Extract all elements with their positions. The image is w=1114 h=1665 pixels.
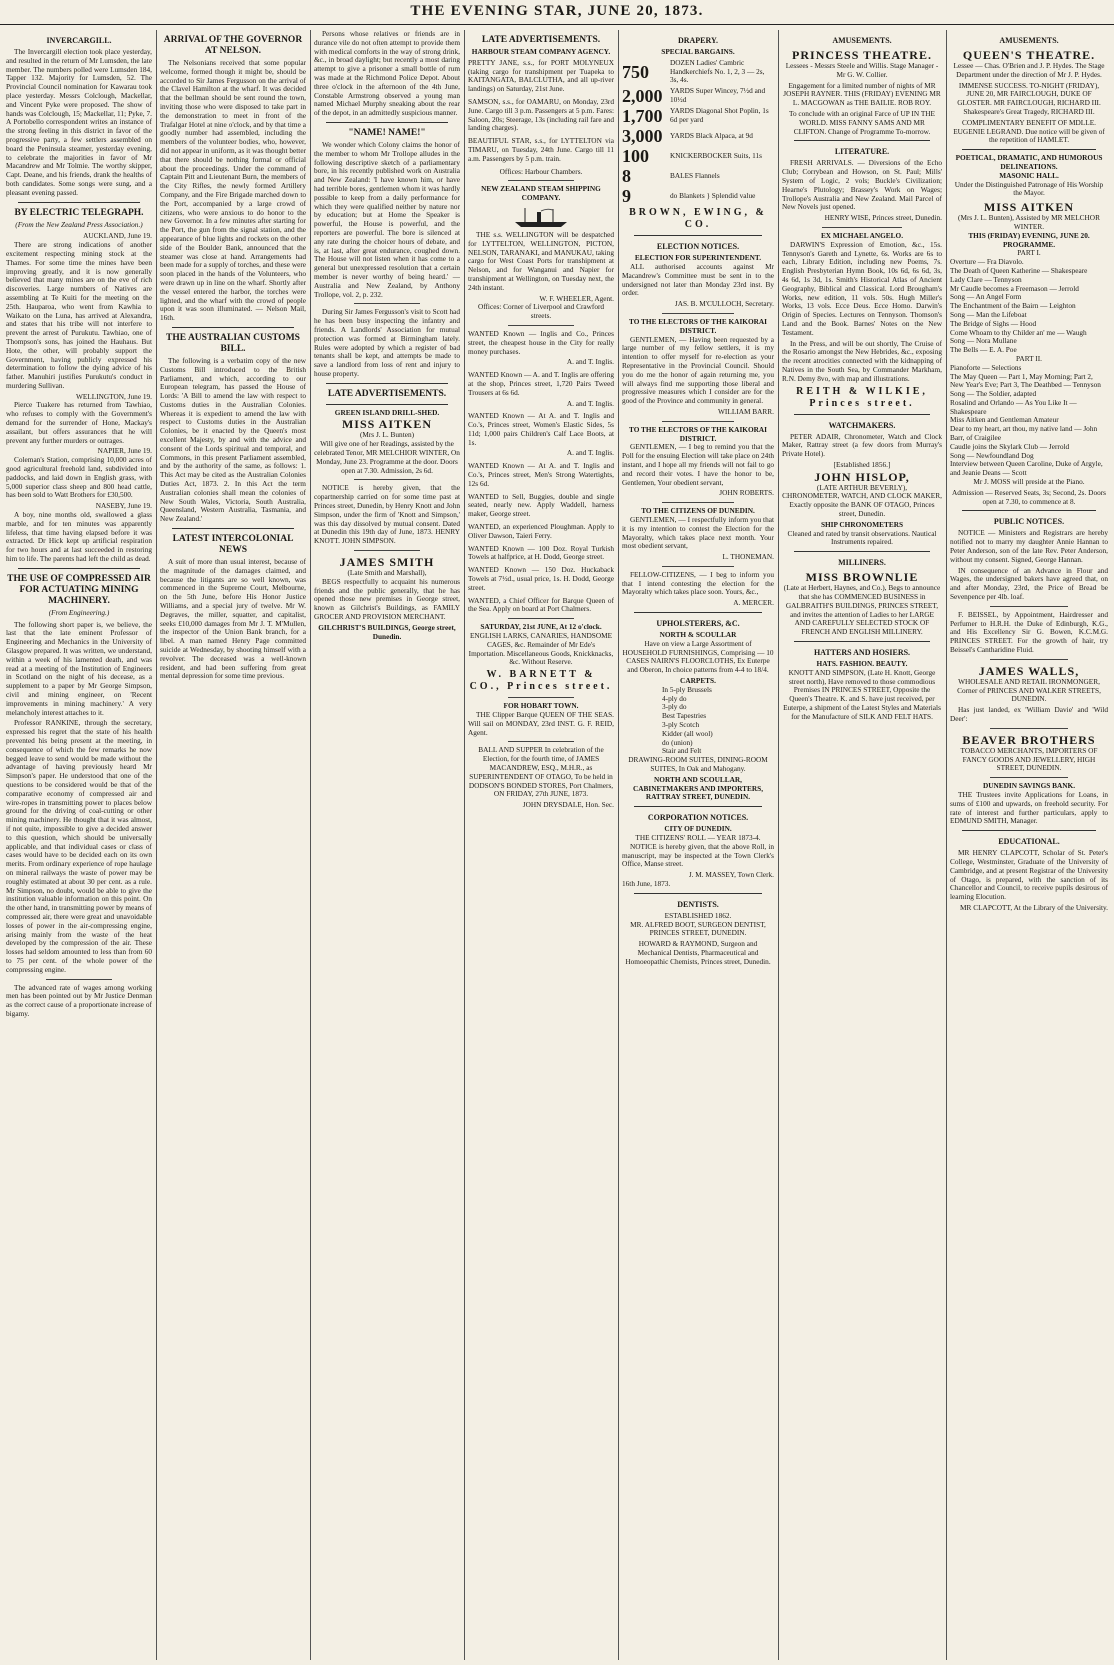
wellington-ship-ad: THE s.s. WELLINGTON will be despatched for LYTTELTON, WELLINGTON, PICTON, NELSON, TARANAKI, and MANUKAU, taking cargo for West Coast Ports for transhipment at Nelson, and for Wanganui and Napier for transhipment at Wellington, on Tuesday next, the 24th instant.: [468, 229, 614, 292]
mining-text-1: The following short paper is, we believe, the last that the late eminent Professor of Engineering and Mechanics in the University of Glasgow prepared. It was written, we understand, within a week of his lamented death, and was read at a meeting of the Institution of Engineers in Scotland on the night of his decease, as a supplement to a paper by Mr George Simpson, civil and mining engineer, on 'Recent improvements in mining machinery.' A very melancholy interest attaches to it.: [6, 619, 152, 717]
wanted-2: WANTED Known — A. and T. Inglis are offering at the shop, Princes street, 1,720 Pairs Tweed Trousers at 6s 6d.: [468, 370, 614, 397]
part-2-label: PART II.: [1016, 353, 1042, 363]
late-ads-heading-2: LATE ADVERTISEMENTS.: [481, 35, 601, 45]
established-1862: ESTABLISHED 1862.: [664, 910, 732, 920]
carpet-item: 3-ply do: [662, 702, 687, 712]
north-scoullar-heading: NORTH & SCOULLAR: [659, 630, 737, 640]
aitken-name: MISS AITKEN: [341, 417, 433, 432]
programme-item: The May Queen — Part 1, May Morning; Part 2, New Year's Eve; Part 3, The Deathbed — Tennyson: [950, 371, 1101, 390]
poetical-heading: POETICAL, DRAMATIC, AND HUMOROUS DELINEATIONS.: [955, 153, 1103, 171]
column-2: [160, 30, 306, 1660]
programme-item: Rosalind and Orlando — As You Like It — Shakespeare: [950, 397, 1077, 416]
programme-item: Come Whoam to thy Childer an' me — Waugh: [950, 327, 1087, 337]
drysdale-sig: JOHN DRYSDALE, Hon. Sec.: [522, 800, 614, 810]
ball-supper-ad: BALL AND SUPPER In celebration of the Election, for the fourth time, of JAMES MACANDREW, ESQ., M.H.R., as SUPERINTENDENT OF OTAGO, To be held in DODSON'S BONDED STORES, Port Chalmers, ON FRIDAY, 27th JUNE, 1873.: [468, 745, 614, 799]
masthead: [0, 0, 1114, 25]
friday-line: THIS (FRIDAY) EVENING, JUNE 20.: [968, 230, 1090, 240]
programme-heading: PROGRAMME.: [1002, 239, 1056, 249]
hats-line: HATS. FASHION. BEAUTY.: [816, 659, 908, 669]
bargain-quantity: 9: [622, 186, 631, 207]
steamship-icon: [511, 206, 571, 228]
wanted-1: WANTED Known — Inglis and Co., Princes street, the cheapest house in the City for really money purchases.: [468, 328, 614, 356]
queens-lessee: Lessee — Chas. O'Brien and J. P. Hydes. The Stage Department under the direction of Mr J. P. Hydes.: [953, 61, 1105, 79]
wanted-7: WANTED Known — 100 Doz. Royal Turkish Towels at halfprice, at H. Dodd, George street.: [468, 543, 614, 562]
special-bargains-heading: SPECIAL BARGAINS.: [661, 47, 735, 56]
queens-theatre-heading: QUEEN'S THEATRE.: [962, 48, 1096, 62]
intercolonial-text: A suit of more than usual interest, because of the magnitude of the damages claimed, and because the litigants are so well known, was commenced in the Supreme Court, Melbourne, on the 5th June, before His Honor Justice Williams, and a special jury of twelve. Mr W. Degraves, the miller, squatter, and capitalist, seeks £10,000 damages from Mr J. T. M'Mullen, the inspector of the Union Bank branch, for a libel. A man named Henry Page committed suicide at Wednesday, by shooting himself with a revolver. The deceased was a well-known resident, and had been suffering from great mental depression for some time previous.: [160, 557, 306, 681]
carpet-item: In 5-ply Brussels: [662, 684, 712, 694]
ship-chronometers-text: Cleaned and rated by transit observations. Nautical Instruments repaired.: [787, 528, 937, 547]
brownlie-name: MISS BROWNLIE: [805, 570, 919, 585]
napier-text: Coleman's Station, comprising 10,000 acres of good agricultural freehold land, subdivided into paddocks, and laid down in English grass, with 5,000 superior class sheep and 800 head cattle, has been sold to Watt Brothers for £30,500.: [6, 455, 152, 500]
hobart-heading: FOR HOBART TOWN.: [503, 701, 579, 711]
aitken-name-2: MISS AITKEN: [983, 200, 1075, 215]
carpet-item: 3-ply Scotch: [662, 720, 700, 730]
wanted-8: WANTED Known — 150 Doz. Huckaback Towels at 7½d., usual price, 1s. H. Dodd, George street.: [468, 565, 614, 592]
massey-sig: J. M. MASSEY, Town Clerk.: [688, 870, 774, 880]
hannan-notice: NOTICE — Ministers and Registrars are hereby notified not to marry my daughter Annie Hannan to Peter Anderson, son of the late Rev. Peter Anderson, without my consent. Signed, George Hannan.: [950, 528, 1108, 564]
wanted-9: WANTED, a Chief Officer for Barque Queen of the Sea. Apply on board at Port Chalmers.: [468, 595, 614, 614]
savings-bank-heading: DUNEDIN SAVINGS BANK.: [982, 781, 1076, 791]
smith-sub: (Late Smith and Marshall),: [347, 568, 427, 578]
reith-wilkie: REITH & WILKIE, Princes street.: [796, 385, 928, 409]
naseby-dateline: NASEBY, June 19.: [95, 501, 152, 511]
suites-text: DRAWING-ROOM SUITES, DINING-ROOM SUITES, In Oak and Mahogany.: [628, 755, 768, 774]
beissel-ad: F. BEISSEL, by Appointment, Hairdresser and Perfumer to H.R.H. the Duke of Edinburgh, K.G., and His Excellency Sir G. Bowen, K.C.M.G. PRINCES STREET. For the growth of hair, try Beissel's Cantharidine Fluid.: [950, 609, 1108, 655]
programme-item: Mr Caudle becomes a Freemason — Jerrold: [950, 283, 1079, 293]
public-notices-label: PUBLIC NOTICES.: [993, 517, 1065, 527]
walls-landed: Has just landed, ex 'William Davie' and 'Wild Deer':: [950, 705, 1108, 723]
mining-text-2: Professor RANKINE, through the secretary, expressed his regret that the state of his health prevented his being present at the meeting, in consequence of which the few remarks he now begged leave to send would be made without the advantage of having previously heard Mr Simpson's paper. He understood that one of the questions to be considered would be that of the comparative economy of compressed air and wire-ropes in transmitting power to places below ground for the driving of coal-cutting or other mining machinery. He thought that it was almost, if not quite, impossible to give a decided answer to this question, which should be universally applicable, and that individual cases or class of cases would have to be decided each on its own merits. From ordinary experience of rope haulage on mineral railways the waste of power may be roughly estimated at about 30 per cent. as a rule. Mr Simpson, no doubt, would be able to give the institution valuable information on this point. On the other hand, in transmitting power by means of compressed air, there were great and unavoidable losses of power in the air-compressing engine, arising mainly from the waste of the heat developed by the compression of the air. These losses had seldom amounted to less than from 60 to 75 per cent. of the whole power of the compressing engine.: [6, 718, 152, 974]
north-scoullar-text: Have on view a Large Assortment of HOUSEHOLD FURNISHINGS, Comprising — 10 CASES NAIRN'S FLOORCLOTHS, Ex Euterpe and Oberon, In choice patterns from 4-4 to 18/4.: [622, 638, 774, 675]
city-heading: CITY OF DUNEDIN.: [664, 824, 732, 834]
amusements-label-2: AMUSEMENTS.: [999, 36, 1059, 45]
arrival-heading: ARRIVAL OF THE GOVERNOR AT NELSON.: [163, 35, 303, 56]
programme-item: Miss Aitken and Gentleman Amateur: [950, 415, 1059, 425]
programme-item: Interview between Queen Caroline, Duke of Argyle, and Jeanie Deans — Scott: [950, 459, 1103, 478]
beautiful-star-ad: BEAUTIFUL STAR, s.s., for LYTTELTON via TIMARU, on Tuesday, 24th June. Cargo till 11 a.m. Passengers by 5 p.m. train.: [468, 136, 614, 163]
green-island-heading: GREEN ISLAND DRILL-SHED.: [334, 407, 440, 417]
bargain-description: YARDS Black Alpaca, at 9d: [670, 130, 753, 140]
bargain-item: [622, 167, 774, 185]
wise-sig: HENRY WISE, Princes street, Dunedin.: [824, 213, 942, 223]
invercargill-heading: INVERCARGILL.: [46, 36, 112, 45]
barr-sig: WILLIAM BARR.: [718, 406, 774, 416]
dentists-label: DENTISTS.: [677, 899, 719, 909]
gilchrist-buildings: GILCHRIST'S BUILDINGS, George street, Dunedin.: [318, 622, 456, 641]
bargain-quantity: 750: [622, 61, 649, 82]
bargain-quantity: 8: [622, 166, 631, 187]
auckland-dateline: AUCKLAND, June 19.: [83, 231, 152, 241]
carpet-item: Best Tapestries: [662, 711, 707, 721]
name-name-text: We wonder which Colony claims the honor of the member to whom Mr Trollope alludes in the following descriptive sketch of a parliamentary bore, in his recently published work on Australia and New Zealand: 'I have known him, or have had terrible bores, gentlemen whom it was hardly possible to keep from a daily performance for which they were qualified neither by nature nor by education; but at Home the Speaker is powerful, the House is powerful, and the reporters are powerful. The bore is silenced at any rate during the choicer hours of debate, and is, at last, after great endurance, coughed down. The House will not listen when it has come to a general but unexpressed resolution that a certain member is never worthy of being heard.' — Australia and New Zealand, by Anthony Trollope, vol. 2, p. 232.: [314, 139, 460, 299]
richmond-text: Persons whose relatives or friends are in durance vile do not often attempt to provide them with medical comforts in the way of strong drink, &c., in broad daylight; but recently a most daring attempt to give a prisoner a small bottle of rum was made at the Richmond Police Depot. About three o'clock in the afternoon of the 4th June, Constable Armstrong observed a young man named Michael Murphy sneaking about the rear of the depot, in an admittedly suspicious manner.: [314, 30, 460, 118]
programme-item: Pianoforte — Selections: [950, 362, 1022, 372]
bargain-item: [622, 127, 774, 145]
wheeler-agent: W. F. WHEELER, Agent.: [539, 293, 614, 303]
bread-notice: IN consequence of an Advance in Flour and Wages, the undersigned bakers have agreed that, on and after Monday, 23rd, the Price of Bread be Sevenpence per 4lb. loaf.: [950, 565, 1108, 602]
princess-text: Engagement for a limited number of nights of MR JOSEPH RAYNER. THIS (FRIDAY) EVENING MR L. MACGOWAN as THE BAILIE. ROB ROY.: [783, 80, 941, 108]
late-ads-heading: LATE ADVERTISEMENTS.: [327, 388, 447, 399]
beaver-text: TOBACCO MERCHANTS, IMPORTERS OF FANCY GOODS AND JEWELLERY, HIGH STREET, DUNEDIN.: [960, 745, 1098, 773]
bargain-item: [622, 187, 774, 205]
clapcott-sig: MR CLAPCOTT, At the Library of the University.: [960, 902, 1108, 912]
harbour-offices: Offices: Harbour Chambers.: [499, 166, 583, 176]
watchmakers-label: WATCHMAKERS.: [828, 420, 896, 430]
carpet-item: Stair and Felt: [662, 746, 702, 756]
customs-text: The following is a verbatim copy of the new Customs Bill introduced to the British Parliament, and which, according to our European telegram, has passed the House of Lords: 'A Bill to amend the law with respect to Customs duties in the Australian Colonies. Whereas it is expedient to amend the law with respect to Customs duties in the Australian Colonies, be it enacted by the Queen's most excellent Majesty, by and with the advice and consent of the Lords spiritual and temporal, and Commons, in this present Parliament assembled, and by the authority of the same, as follows: 1. This Act may be cited as the Australian Colonies Duties Act, 1873. 2. In this Act the term Australian colonies shall mean the colonies of New South Wales, Victoria, South Australia, Queensland, Western Australia, Tasmania, and New Zealand.': [160, 355, 306, 524]
auckland-text: There are strong indications of another excitement respecting mining stock at the Thames. For some time the mines have been improving greatly, and it is now generally believed that many mines are on the eve of rich discoveries. Large numbers of Natives are assembling at Te Kuiti for the meeting on the 25th. Hauparoa, who went from Kawhia to Waikato on the Luna, has arrived at Alexandra, and states that his tribe will not interfere to prevent the arrest of Purukutu. Tawhiao, one of Thompson's sons, has joined the Hauhaus. But Hote, the other, will probably support the Government, having publicly expressed his determination to follow the dying advice of his father. Manuhiri justifies Purukutu's conduct in murdering Sullivan.: [6, 240, 152, 390]
howard-raymond-ad: HOWARD & RAYMOND, Surgeon and Mechanical Dentists, Pharmaceutical and Homoeopathic Chemists, Princes street, Dunedin.: [625, 939, 771, 966]
roll-heading: THE CITIZENS' ROLL — YEAR 1873-4.: [635, 833, 761, 843]
hatters-label: HATTERS AND HOSIERS.: [813, 648, 911, 658]
walls-name: JAMES WALLS,: [978, 663, 1080, 678]
michael-angelo-press: In the Press, and will be out shortly, The Cruise of the Rosario amongst the New Hebrides, &c., exposing the recent atrocities connected with the kidnapping of Natives in the South Sea, by Commander Markham, R.N. Demy 8vo, with map and illustrations.: [782, 338, 942, 383]
kaikorai-text: GENTLEMEN, — Having been requested by a large number of my fellow settlers, it is my intention to offer myself for re-election as your Representative in the Provincial Council. Should you do me the honor of again returning me, you will always find me supporting those liberal and progressive measures which I consider are for the good of the Province and community in general.: [622, 334, 774, 406]
election-label: ELECTION NOTICES.: [656, 242, 740, 252]
programme-item: Song — Man the Lifeboat: [950, 309, 1027, 319]
programme-item: Dear to my heart, art thou, my native land — John Barr, of Craigilee: [950, 424, 1098, 443]
bargain-quantity: 1,700: [622, 106, 663, 127]
samson-ad: SAMSON, s.s., for OAMARU, on Monday, 23rd June. Cargo till 3 p.m. Passengers at 5 p.m. Fares: Saloon, 20s; Steerage, 13s (including rail fare and landing charges).: [468, 96, 614, 133]
moss-piano: Mr J. MOSS will preside at the Piano.: [973, 477, 1085, 487]
smith-name: JAMES SMITH: [339, 555, 435, 570]
wise-text: FRESH ARRIVALS. — Diversions of the Echo Club; Corrybean and Howson, on St. Paul; Mills' System of Logic, 2 vols; Buckle's Civilization; Hearne's Plutology; Brassey's Work on Wages; Trollope's Australia and New Zealand. Mail Parcel of New Novels just opened.: [782, 158, 942, 212]
ship-chronometers: SHIP CHRONOMETERS: [820, 519, 904, 529]
column-1: [6, 30, 152, 1660]
aitken-text: Will give one of her Readings, assisted by the celebrated Tenor, MR MELCHIOR WINTER, On Monday, June 23. Programme at the door. Doors open at 7.30. Admission, 2s 6d.: [314, 439, 460, 475]
programme-item: The Bridge of Sighs — Hood: [950, 318, 1037, 328]
admission-text: Admission — Reserved Seats, 3s; Second, 2s. Doors open at 7.30, to commence at 8.: [951, 487, 1107, 506]
bargain-description: YARDS Super Wincey, 7½d and 10½d: [670, 86, 766, 105]
established-1856: [Established 1856.]: [833, 459, 891, 469]
mining-source: (From Engineering.): [48, 607, 110, 617]
wanted-4: WANTED Known — At A. and T. Inglis and Co.'s, Princes street, Men's Strong Watertights, 12s 6d.: [468, 461, 614, 488]
wheeler-office: Offices: Corner of Liverpool and Crawford streets.: [477, 302, 605, 321]
bargain-quantity: 2,000: [622, 86, 663, 107]
superintendent-heading: ELECTION FOR SUPERINTENDENT.: [634, 253, 762, 263]
princess-theatre-heading: PRINCESS THEATRE.: [792, 48, 932, 62]
literature-label: LITERATURE.: [834, 147, 890, 157]
hislop-name: JOHN HISLOP,: [814, 469, 910, 484]
harbour-heading: HARBOUR STEAM COMPANY AGENCY.: [471, 47, 611, 56]
column-7: [950, 30, 1108, 1660]
wellington-text: Pierce Tuakere has returned from Tawhiao, who refuses to comply with the Government's demand for the surrender of Hone, Mackay's assailant, but offers assurances that he will prevent any further murders or outrages.: [6, 400, 152, 445]
intercolonial-heading: LATEST INTERCOLONIAL NEWS: [172, 534, 294, 556]
thoneman-text: GENTLEMEN, — I respectfully inform you that it is my intention to contest the Election for the Mayoralty, which takes place next month. Your most obedient servant,: [622, 514, 774, 551]
carpet-item: do (union): [662, 737, 693, 747]
bargain-quantity: 100: [622, 146, 649, 167]
carpet-item: 4-ply do: [662, 693, 687, 703]
bargain-description: DOZEN Ladies' Cambric Handkerchiefs No. 1, 2, 3 — 2s, 3s, 4s.: [670, 57, 765, 85]
mercer-text: FELLOW-CITIZENS, — I beg to inform you that I intend contesting the election for the Mayoralty which takes place soon. Yours, &c.,: [622, 569, 774, 597]
pretty-jane-ad: PRETTY JANE, s.s., for PORT MOLYNEUX (taking cargo for transhipment per Tuapeka to KAITANGATA, BALCLUTHA, and all up-river landings) on Saturday, 21st June.: [468, 57, 614, 94]
smith-text: BEGS respectfully to acquaint his numerous friends and the public generally, that he has opened those new premises in George street, known as Gilchrist's Buildings, as FAMILY GROCER AND PROVISION MERCHANT.: [314, 576, 460, 622]
dissolution-notice: NOTICE is hereby given, that the copartnership carried on for some time past at Princes street, Dunedin, by Henry Knott and John Simpson, under the firm of 'Knott and Simpson,' was this day dissolved by mutual consent. Dated at Dunedin this 19th day of June, 1873. HENRY KNOTT. JOHN SIMPSON.: [314, 483, 460, 546]
north-scoullar-footer: NORTH AND SCOULLAR, CABINETMAKERS AND IMPORTERS, RATTRAY STREET, DUNEDIN.: [632, 774, 764, 802]
masonic-text: Under the Distinguished Patronage of His Worship the Mayor.: [954, 179, 1104, 198]
bargains-list: [622, 59, 774, 205]
programme-part-1: [950, 258, 1108, 355]
princess-bottom: To conclude with an original Farce of UP IN THE WORLD. MISS FANNY SAMS AND MR CLIFTON. Change of Programme To-morrow.: [789, 108, 935, 136]
column-5: [622, 30, 774, 1660]
programme-item: Song — Newfoundland Dog: [950, 450, 1034, 460]
beaver-name: BEAVER BROTHERS: [962, 732, 1096, 747]
programme-item: Overture — Fra Diavolo.: [950, 257, 1024, 267]
brownlie-text: (Late at Herbert, Haynes, and Co.), Begs to announce that she has COMMENCED BUSINESS in GALBRAITH'S BUILDINGS, PRINCES STREET, and invites the attention of Ladies to her LARGE AND CAREFULLY SELECTED STOCK OF FRENCH AND ENGLISH MILLINERY.: [783, 583, 941, 637]
bigamy-note: The advanced rate of wages among working men has been pointed out by Mr Justice Denman as the correct cause of a proportionate increase of bigamy.: [6, 982, 152, 1018]
adair-text: PETER ADAIR, Chronometer, Watch and Clock Maker, Rattray street (a few doors from Murray's Private Hotel).: [782, 431, 942, 459]
carpets-list: [622, 686, 774, 756]
bargain-quantity: 3,000: [622, 126, 663, 147]
clapcott-text: MR HENRY CLAPCOTT, Scholar of St. Peter's College, Westminster, Graduate of the University of Cambridge, and at present Registrar of the University of Otago, is prepared, with the sanction of its Chancellor and Council, to receive pupils desirous of learning Elocution.: [950, 848, 1108, 902]
mcculloch-sig: JAS. B. M'CULLOCH, Secretary.: [674, 299, 774, 309]
michael-angelo-text: DARWIN'S Expression of Emotion, &c., 15s. Tennyson's Gareth and Lynette, 6s. Works are 6s to each, Library Edition, including new Poems, 7s. English Presbyterian Hymn Book, 10s 6d, 6s 6d, 3s, 4s 6d, 1s 3d, 1s. Smith's Historical Atlas of Ancient Geography, Biblical and Classical. Lord Brougham's Works, new edition, 11 vols. 50s. Hugh Miller's Works, 13 vols. Ecce Deus. Ecce Homo. Darwin's Origin of Species. Lectures on Tennyson. Thomson's Land and the Book. Barnes' Notes on the New Testament.: [782, 239, 942, 337]
drapery-label: DRAPERY.: [677, 36, 719, 45]
newspaper-title: THE EVENING STAR, JUNE 20, 1873.: [410, 3, 704, 19]
roll-text: NOTICE is hereby given, that the above Roll, in manuscript, may be inspected at the Town Clerk's Office, Manse street.: [622, 841, 774, 869]
wellington-dateline: WELLINGTON, June 19.: [75, 391, 152, 401]
napier-dateline: NAPIER, June 19.: [97, 446, 152, 456]
carpet-item: Kidder (all wool): [662, 728, 713, 738]
programme-item: Lady Clare — Tennyson: [950, 274, 1022, 284]
aitken-sub-2: (Mrs J. L. Bunten), Assisted by MR MELCHOR WINTER.: [958, 213, 1100, 231]
customs-heading: THE AUSTRALIAN CUSTOMS BILL.: [166, 332, 300, 354]
auction-text: ENGLISH LARKS, CANARIES, HANDSOME CAGES, &c. Remainder of Mr Ede's Importation. Miscellaneous Goods, Knickknacks, &c. Without Reserve.: [468, 631, 614, 667]
boot-ad: MR. ALFRED BOOT, SURGEON DENTIST, PRINCES STREET, DUNEDIN.: [630, 919, 766, 938]
masonic-heading: MASONIC HALL.: [999, 170, 1059, 180]
massey-date: 16th June, 1873.: [622, 879, 671, 888]
bargain-item: [622, 107, 774, 125]
citizens-heading: TO THE CITIZENS OF DUNEDIN.: [641, 506, 755, 516]
part-1-label: PART I.: [1017, 248, 1041, 258]
nz-steam-heading: NEW ZEALAND STEAM SHIPPING COMPANY.: [481, 184, 601, 203]
programme-part-2: [950, 364, 1108, 478]
superintendent-text: ALL authorised accounts against Mr Macandrew's Committee must be sent in to the undersigned not later than Monday 23rd inst. By order.: [622, 261, 774, 298]
thoneman-sig: L. THONEMAN.: [722, 552, 774, 562]
milliners-label: MILLINERS.: [838, 558, 886, 568]
kaikorai-heading-2: TO THE ELECTORS OF THE KAIKORAI DISTRICT.: [628, 424, 768, 443]
telegraph-heading: BY ELECTRIC TELEGRAPH.: [14, 207, 144, 218]
walls-text: WHOLESALE AND RETAIL IRONMONGER, Corner of PRINCES AND WALKER STREETS, DUNEDIN.: [957, 676, 1101, 704]
programme-item: Song — Nora Mullane: [950, 336, 1017, 346]
roberts-sig: JOHN ROBERTS.: [719, 488, 774, 498]
corporation-label: CORPORATION NOTICES.: [647, 813, 749, 823]
upholsterers-label: UPHOLSTERERS, &C.: [656, 619, 740, 629]
wanted-5: WANTED to Sell, Buggies, double and single seated, nearly new. Apply Waddell, harness maker, George street.: [468, 491, 614, 519]
telegraph-source: (From the New Zealand Press Association.): [15, 219, 143, 229]
aitken-sub: (Mrs J. L. Bunten): [359, 430, 415, 440]
programme-item: The Bells — E. A. Poe: [950, 345, 1017, 355]
landlords-text: During Sir James Fergusson's visit to Scott had he has been busy inspecting the infantry and friends. A Landlords' Association for mutual protection was formed at Birmingham lately. Rules were adopted by which a register of bad tenants shall be kept, and attempts be made to save a landlord from loss of rent and injury to house property.: [314, 307, 460, 378]
hobart-text: THE Clipper Barque QUEEN OF THE SEAS. Will sail on MONDAY, 23rd INST. G. F. REID, Agent.: [468, 710, 614, 737]
mining-heading: THE USE OF COMPRESSED AIR FOR ACTUATING MINING MACHINERY.: [7, 573, 151, 606]
bargain-description: do Blankets } Splendid value: [670, 190, 756, 200]
bargain-item: [622, 147, 774, 165]
auction-date: SATURDAY, 21st JUNE, At 12 o'clock.: [480, 622, 602, 632]
educational-label: EDUCATIONAL.: [998, 837, 1060, 847]
invercargill-text: The Invercargill election took place yesterday, and resulted in the return of Mr Lumsden, the late member. The numbers polled were Lumsden 184, Tapper 132. Majority for Lumsden, 52. The Provincial Council nomination for Kawarau took place yesterday. Messrs Colclough, Mackellar, and Vincent Pyke were proposed. The show of hands was Colclough, 15; Mackellar, 11; Pyke, 7. A Portobello correspondent writes an instance of the strong feeling in this district in favor of the progressive party, a few settlers assembled on board the Peninsula steamer, yesterday evening, to celebrate the majorities in favor of Mr Macandrew and Mr Tolmie. The worthy skipper, Capt. Deane, and his friends, drank the healths of both candidates. Some songs were sung, and a pleasant evening passed.: [6, 47, 152, 197]
queens-success: IMMENSE SUCCESS. TO-NIGHT (FRIDAY), JUNE 20, MR FAIRCLOUGH, DUKE OF GLOSTER. MR FAIRCLOUGH, RICHARD III. Shakespeare's Great Tragedy, RICHARD III.: [957, 80, 1101, 116]
naseby-text: A boy, nine months old, swallowed a glass marble, and for ten minutes was apparently lifeless, that time having elapsed before it was extracted. Dr Hick kept up artificial respiration for two hours and at last succeeded in restoring him to life. The parents had left the child as dead.: [6, 510, 152, 564]
knott-simpson-ad: KNOTT AND SIMPSON, (Late H. Knott, George street north), Have removed to those commodious Premises IN PRINCES STREET, Opposite the Queen's Theatre. K. and S. have just received, per Euterpe, a shipment of the Latest Styles and Materials for the Manufacture of SILK AND FELT HATS.: [783, 667, 941, 721]
mercer-sig: A. MERCER.: [733, 598, 774, 608]
name-name-heading: "NAME! NAME!": [348, 127, 426, 138]
arrival-text: The Nelsonians received that some popular welcome, formed though it might be, should be accorded to Sir James Fergusson on the arrival of the Clavel Hamilton at the wharf. It was decided that the bellman should be sent round the town, inviting those who were disposed to take part in the demonstration to meet in front of the Trafalgar Hotel at nine o'clock, and by that time a goodly number had assembled, including the members of the volunteer bodies, who, however, did not appear in uniform, as it was thought better that there should be nothing formal or official about the proceedings. Under the command of Captain Pitt and Lieutenant Burn, the members of the City Rifles, the newly formed Artillery Company, and the Fire Brigade marched down to the Port, accompanied by a large crowd of citizens, who were anxious to do honor to the new Governor. In a few minutes after starting for the Port, the gun from the signal station, and the appearance of blue lights and rockets on the other side of the Boulder Bank, announced that the steamer was close at hand. Arrangements had been made for a supply of torches, and these were soon placed in the hands of the Volunteers, who were drawn up in line on the wharf. Shortly after the vessel entered the harbor, the torches were lighted, and the wharf with the crowd of people upon it was soon illuminated. — Nelson Mail, 16th.: [160, 58, 306, 323]
barnett-name: W. BARNETT & CO., Princes street.: [469, 669, 613, 693]
amusements-label: AMUSEMENTS.: [832, 36, 892, 45]
roberts-text: GENTLEMEN, — I beg to remind you that the Poll for the ensuing Election will take place on 24th instant, and I hope all my friends will not fail to go and record their votes. I have the honor to be, Gentlemen, Your obedient servant,: [622, 442, 774, 487]
bargain-description: YARDS Diagonal Shot Poplin, 1s 6d per yard: [670, 106, 769, 125]
bargain-item: [622, 87, 774, 105]
programme-item: Song — An Angel Form: [950, 292, 1022, 302]
programme-item: Caudle joins the Skylark Club — Jerrold: [950, 441, 1070, 451]
column-3: [314, 30, 460, 1660]
savings-bank-text: THE Trustees invite Applications for Loans, in sums of £100 and upwards, on freehold security. For rate of interest and further particulars, apply to EDMUND SMITH, Manager.: [950, 789, 1108, 826]
carpets-heading: CARPETS.: [680, 676, 716, 686]
benefit-text: COMPLIMENTARY BENEFIT OF MDLLE. EUGENIE LEGRAND. Due notice will be given of the repetition of HAMLET.: [953, 117, 1105, 145]
kaikorai-heading: TO THE ELECTORS OF THE KAIKORAI DISTRICT.: [628, 316, 768, 335]
wanted-6: WANTED, an experienced Ploughman. Apply to Oliver Dawson, Taieri Ferry.: [468, 522, 614, 540]
programme-item: The Death of Queen Katherine — Shakespeare: [950, 265, 1088, 275]
programme-item: Song — The Soldier, adapted: [950, 389, 1037, 399]
michael-angelo-heading: EX MICHAEL ANGELO.: [820, 230, 904, 240]
princess-lessees: Lessees - Messrs Steele and Willis. Stage Manager - Mr G. W. Collier.: [785, 61, 939, 79]
hislop-text: CHRONOMETER, WATCH, AND CLOCK MAKER, Exactly opposite the BANK OF OTAGO, Princes street, Dunedin.: [782, 491, 942, 519]
brown-ewing: BROWN, EWING, & CO.: [629, 207, 767, 231]
column-6: [782, 30, 942, 1660]
hislop-sub: (LATE ARTHUR BEVERLY),: [816, 482, 908, 492]
bargain-description: KNICKERBOCKER Suits, 11s: [670, 150, 762, 160]
programme-item: The Enchantment of the Bairn — Leighton: [950, 301, 1076, 311]
wanted-3: WANTED Known — At A. and T. Inglis and Co.'s, Princes street, Women's Elastic Sides, 5s 11d; 1,000 pairs Children's Calf Lace Boots, at 1s.: [468, 411, 614, 447]
bargain-item: [622, 59, 774, 85]
column-4: LATE ADVERTISEMENTS. HARBOUR STEAM COMPANY AGENCY. PRETTY JANE, s.s., for PORT MOLYNEUX (taking cargo for transhipment per Tuapeka to KAITANGATA, BALCLUTHA, and all up-river landings) on Saturday, 21st June. SAMSON, s.s., for OAMARU, on Monday, 23rd June. Cargo till 3 p.m. Passengers at 5 p.m. Fares: Saloon, 20s; Steerage, 13s (including rail fare and landing charges). BEAUTIFUL STAR, s.s., for LYTTELTON via TIMARU, on Tuesday, 24th June. Cargo till 11 a.m. Passengers by 5 p.m. train. Offices: Harbour Chambers. NEW ZEALAND STEAM SHIPPING COMPANY. THE s.s. WELLINGTON will be despatched for LYTTELTON, WELLINGTON, PICTON, NELSON, TARANAKI, and MANUKAU, taking cargo for West Coast Ports for transhipment at Nelson, and for Wanganui and Napier for transhipment at Wellington, on Tuesday next, the 24th instant. W. F. WHEELER, Agent. Offices: Corner of Liverpool and Crawford streets. WANTED Known — Inglis and Co., Princes street, the cheapest house in the City for really money purchases. A. and T. Inglis. WANTED Known — A. and T. Inglis are offering at the shop, Princes street, 1,720 Pairs Tweed Trousers at 6s 6d. A. and T. Inglis. WANTED Known — At A. and T. Inglis and Co.'s, Princes street, Women's Elastic Sides, 5s 11d; 1,000 pairs Children's Calf Lace Boots, at 1s. A. and T. Inglis. WANTED Known — At A. and T. Inglis and Co.'s, Princes street, Men's Strong Watertights, 12s 6d. WANTED to Sell, Buggies, double and single seated, nearly new. Apply Waddell, harness maker, George street. WANTED, an experienced Ploughman. Apply to Oliver Dawson, Taieri Ferry. WANTED Known — 100 Doz. Royal Turkish Towels at halfprice, at H. Dodd, George street. WANTED Known — 150 Doz. Huckaback Towels at 7½d., usual price, 1s. H. Dodd, George street. WANTED, a Chief Officer for Barque Queen of the Sea. Apply on board at Port Chalmers. SATURDAY, 21st JUNE, At 12 o'clock. ENGLISH LARKS, CANARIES, HANDSOME CAGES, &c. Remainder of Mr Ede's Importation. Miscellaneous Goods, Knickknacks, &c. Without Reserve. W. BARNETT & CO., Princes street. FOR HOBART TOWN. THE Clipper Barque QUEEN OF THE SEAS. Will sail on MONDAY, 23rd INST. G. F. REID, Agent. BALL AND SUPPER In celebration of the Election, for the fourth time, of JAMES MACANDREW, ESQ., M.H.R., as SUPERINTENDENT OF OTAGO, To be held in DODSON'S BONDED STORES, Port Chalmers, ON FRIDAY, 27th JUNE, 1873. JOHN DRYSDALE, Hon. Sec.: [468, 35, 614, 810]
bargain-description: BALES Flannels: [670, 170, 720, 180]
